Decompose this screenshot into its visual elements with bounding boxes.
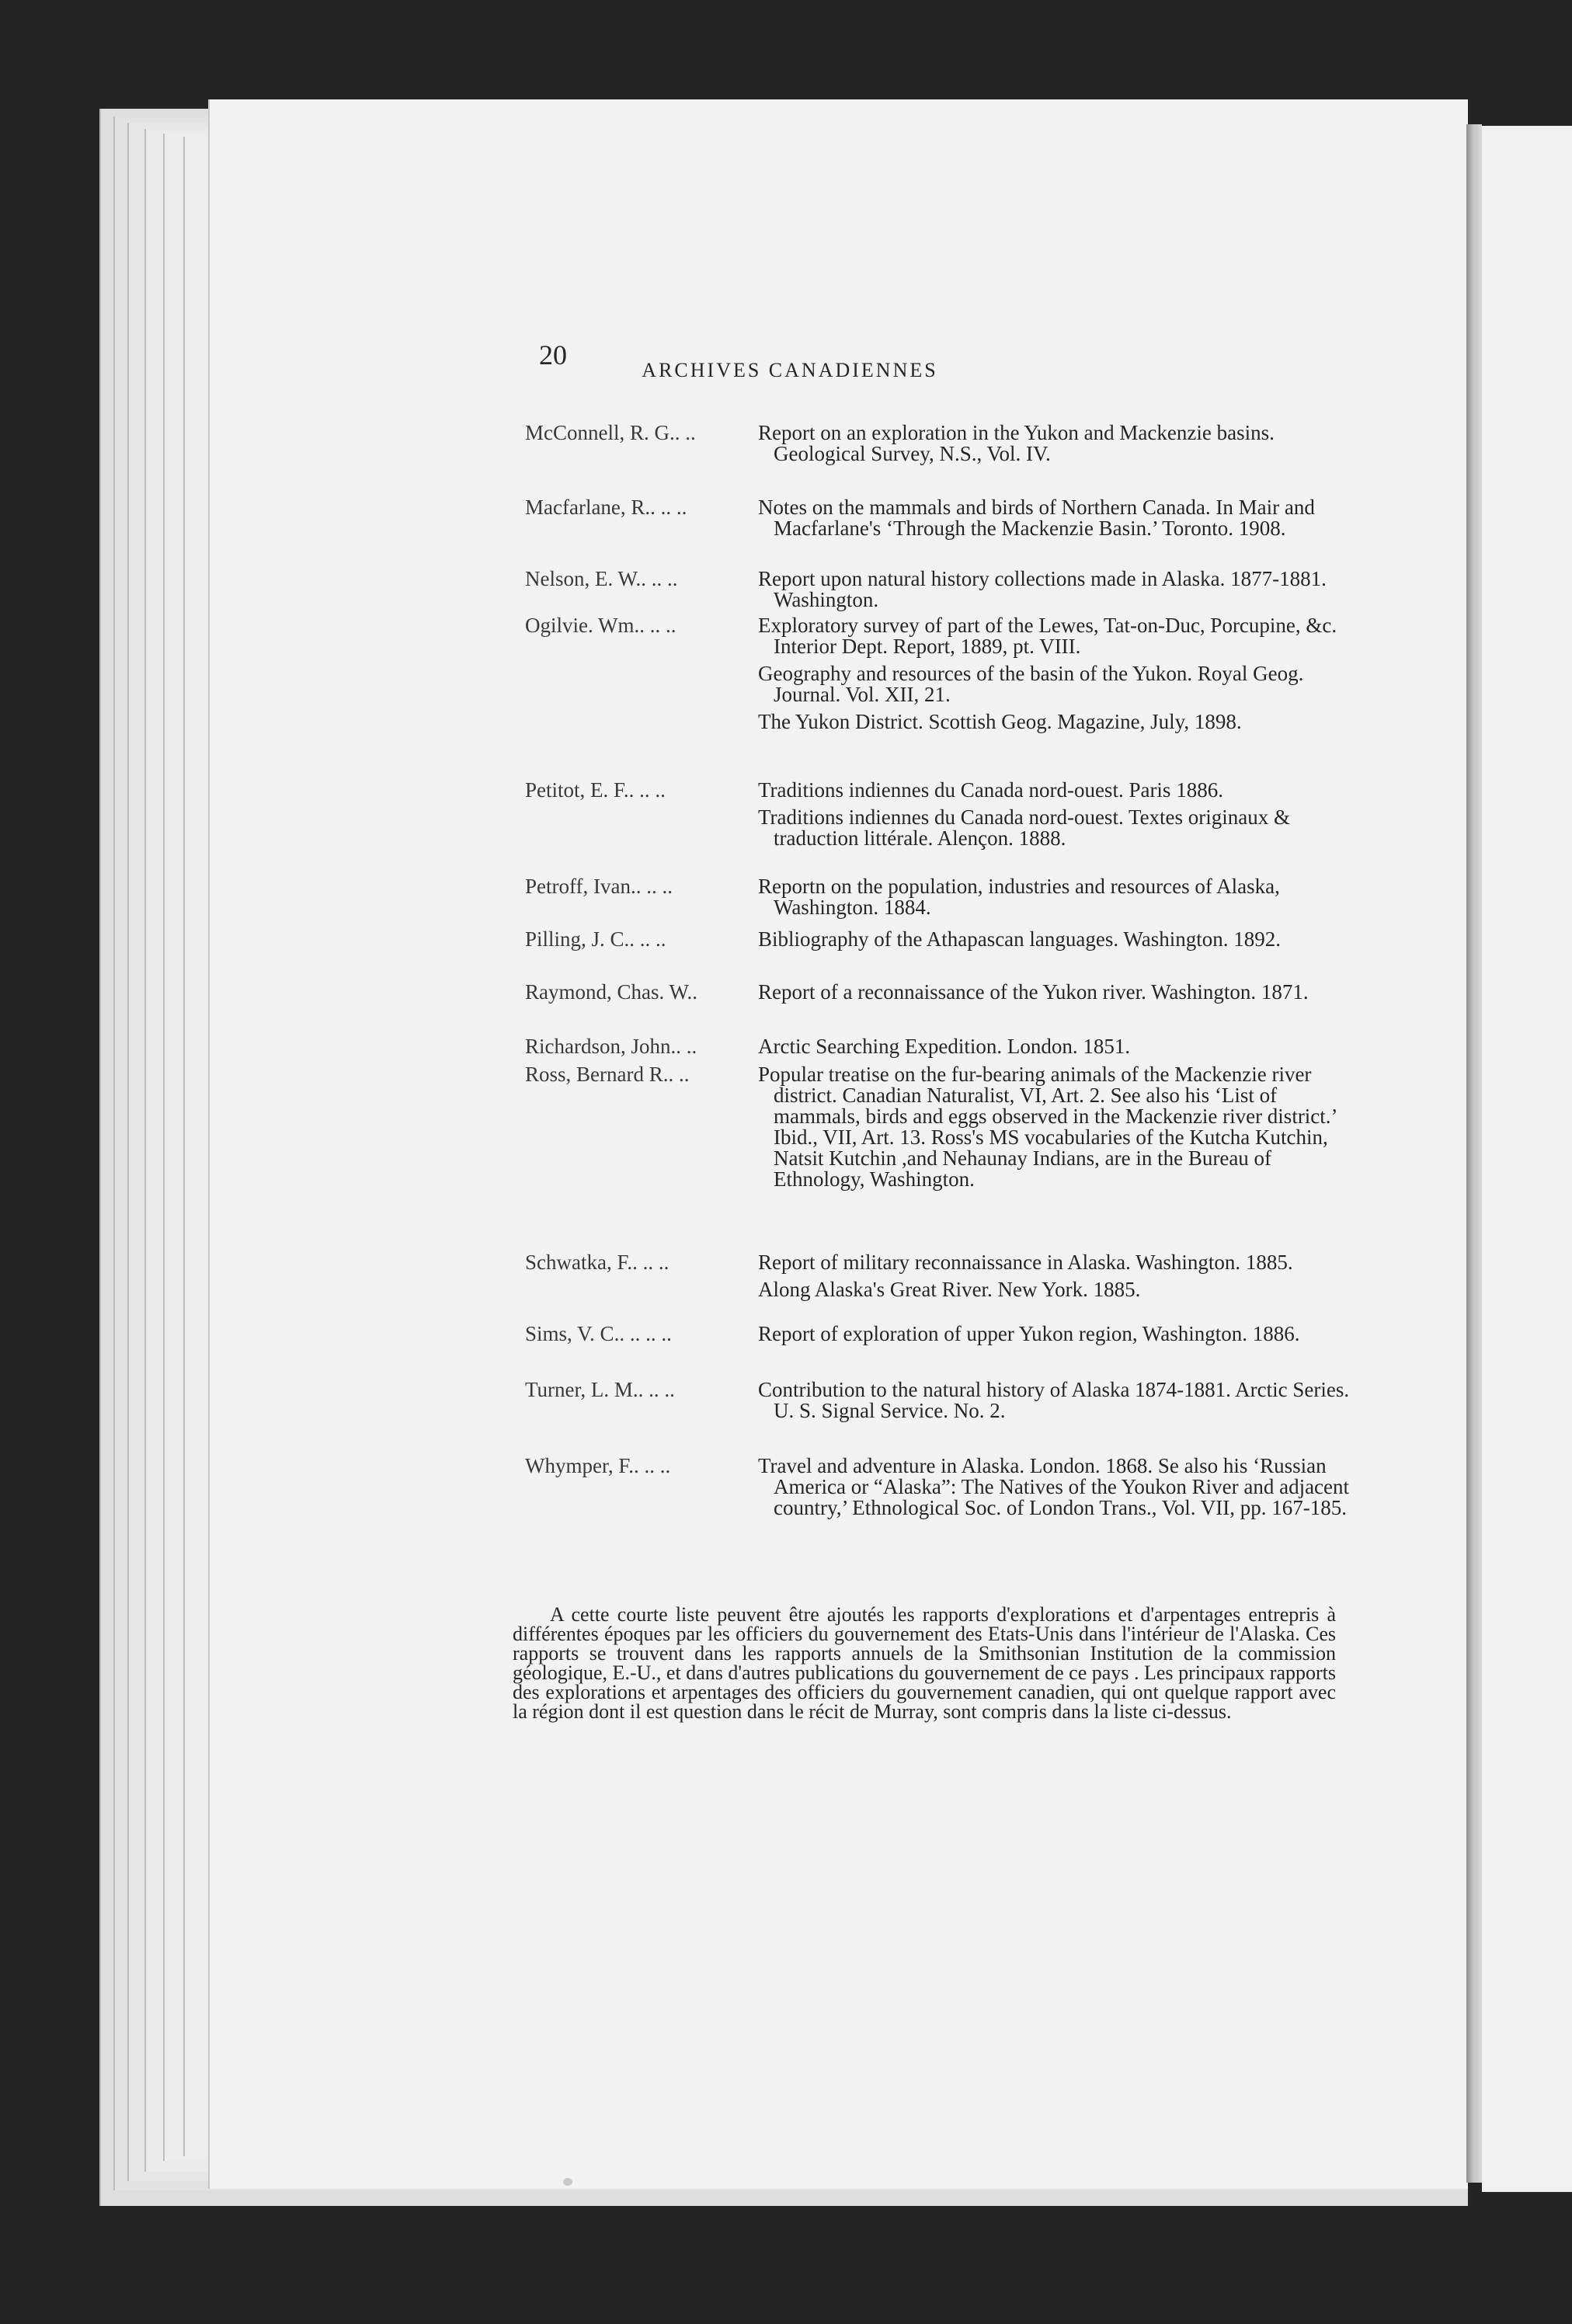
- entry-author: Schwatka, F.. .. ..: [525, 1251, 669, 1274]
- entry-author: Pilling, J. C.. .. ..: [525, 927, 666, 951]
- facing-page: [1482, 126, 1572, 2192]
- entry-author: Petitot, E. F.. .. ..: [525, 778, 666, 802]
- entry-author: Petroff, Ivan.. .. ..: [525, 875, 673, 898]
- entry-work: Report on an exploration in the Yukon and Mackenzie basins. Geological Survey, N.S., Vol. IV.: [758, 421, 1275, 465]
- entry-author: Ogilvie. Wm.. .. ..: [525, 614, 676, 637]
- entry-work: Popular treatise on the fur-bearing animals of the Mackenzie river district. Canadian Naturalist, VI, Art. 2. See also his ‘List of mammals, birds and eggs observed in the Mackenzie river district.’ Ibid., VII, Art. 13. Ross's MS vocabularies of the Kutcha Kutchin, Natsit Kutchin ,and Nehaunay Indians, are in the Bureau of Ethnology, Washington.: [758, 1063, 1337, 1191]
- entry-work: Bibliography of the Athapascan languages. Washington. 1892.: [758, 927, 1281, 951]
- entry-work: Reportn on the population, industries and resources of Alaska, Washington. 1884.: [758, 875, 1280, 919]
- entry-author: McConnell, R. G.. ..: [525, 421, 696, 444]
- entry-author: Ross, Bernard R.. ..: [525, 1063, 690, 1086]
- book-gutter: [1466, 124, 1482, 2183]
- entry-work: Report upon natural history collections made in Alaska. 1877-1881. Washington.: [758, 567, 1327, 611]
- entry-author: Macfarlane, R.. .. ..: [525, 496, 687, 519]
- running-head: ARCHIVES CANADIENNES: [642, 359, 938, 381]
- entry-work: Notes on the mammals and birds of Northern Canada. In Mair and Macfarlane's ‘Through the Mackenzie Basin.’ Toronto. 1908.: [758, 496, 1315, 540]
- entry-author: Nelson, E. W.. .. ..: [525, 567, 678, 590]
- entry-work: Geography and resources of the basin of the Yukon. Royal Geog. Journal. Vol. XII, 21.: [758, 662, 1304, 706]
- entry-work: Report of exploration of upper Yukon region, Washington. 1886.: [758, 1322, 1300, 1345]
- entry-work: Report of a reconnaissance of the Yukon river. Washington. 1871.: [758, 980, 1309, 1004]
- entry-work: Traditions indiennes du Canada nord-ouest. Textes originaux & traduction littérale. Alençon. 1888.: [758, 805, 1291, 850]
- entry-work: Along Alaska's Great River. New York. 1885.: [758, 1278, 1141, 1301]
- paper-speck: [563, 2178, 572, 2186]
- entry-work: Contribution to the natural history of Alaska 1874-1881. Arctic Series. U. S. Signal Service. No. 2.: [758, 1378, 1350, 1422]
- entry-author: Sims, V. C.. .. .. ..: [525, 1322, 672, 1345]
- entry-work: Exploratory survey of part of the Lewes, Tat-on-Duc, Porcupine, &c. Interior Dept. Report, 1889, pt. VIII.: [758, 614, 1337, 658]
- page-number: 20: [539, 339, 567, 371]
- entry-work: Traditions indiennes du Canada nord-ouest. Paris 1886.: [758, 778, 1223, 802]
- entry-work: Report of military reconnaissance in Alaska. Washington. 1885.: [758, 1251, 1293, 1274]
- entry-author: Turner, L. M.. .. ..: [525, 1378, 675, 1401]
- entry-author: Richardson, John.. ..: [525, 1035, 697, 1058]
- closing-paragraph: A cette courte liste peuvent être ajoutés les rapports d'explorations et d'arpentages entrepris à différentes époques par les officiers du gouvernement des Etats-Unis dans l'intérieur de l'Alaska. Ces rapports se trouvent dans les rapports annuels de la Smithsonian Institution de la commission géologique, E.-U., et dans d'autres publications du gouvernement de ce pays . Les principaux rapports des explorations et arpentages des officiers du gouvernement canadien, qui ont quelque rapport avec la région dont il est question dans le récit de Murray, sont compris dans la liste ci-dessus.: [513, 1603, 1336, 1723]
- entry-author: Raymond, Chas. W..: [525, 980, 698, 1004]
- entry-work: The Yukon District. Scottish Geog. Magazine, July, 1898.: [758, 710, 1242, 733]
- entry-work: Arctic Searching Expedition. London. 1851.: [758, 1035, 1131, 1058]
- entry-author: Whymper, F.. .. ..: [525, 1454, 671, 1477]
- entry-work: Travel and adventure in Alaska. London. 1868. Se also his ‘Russian America or “Alaska”: The Natives of the Youkon River and adjacent country,’ Ethnological Soc. of London Trans., Vol. VII, pp. 167-185.: [758, 1454, 1350, 1519]
